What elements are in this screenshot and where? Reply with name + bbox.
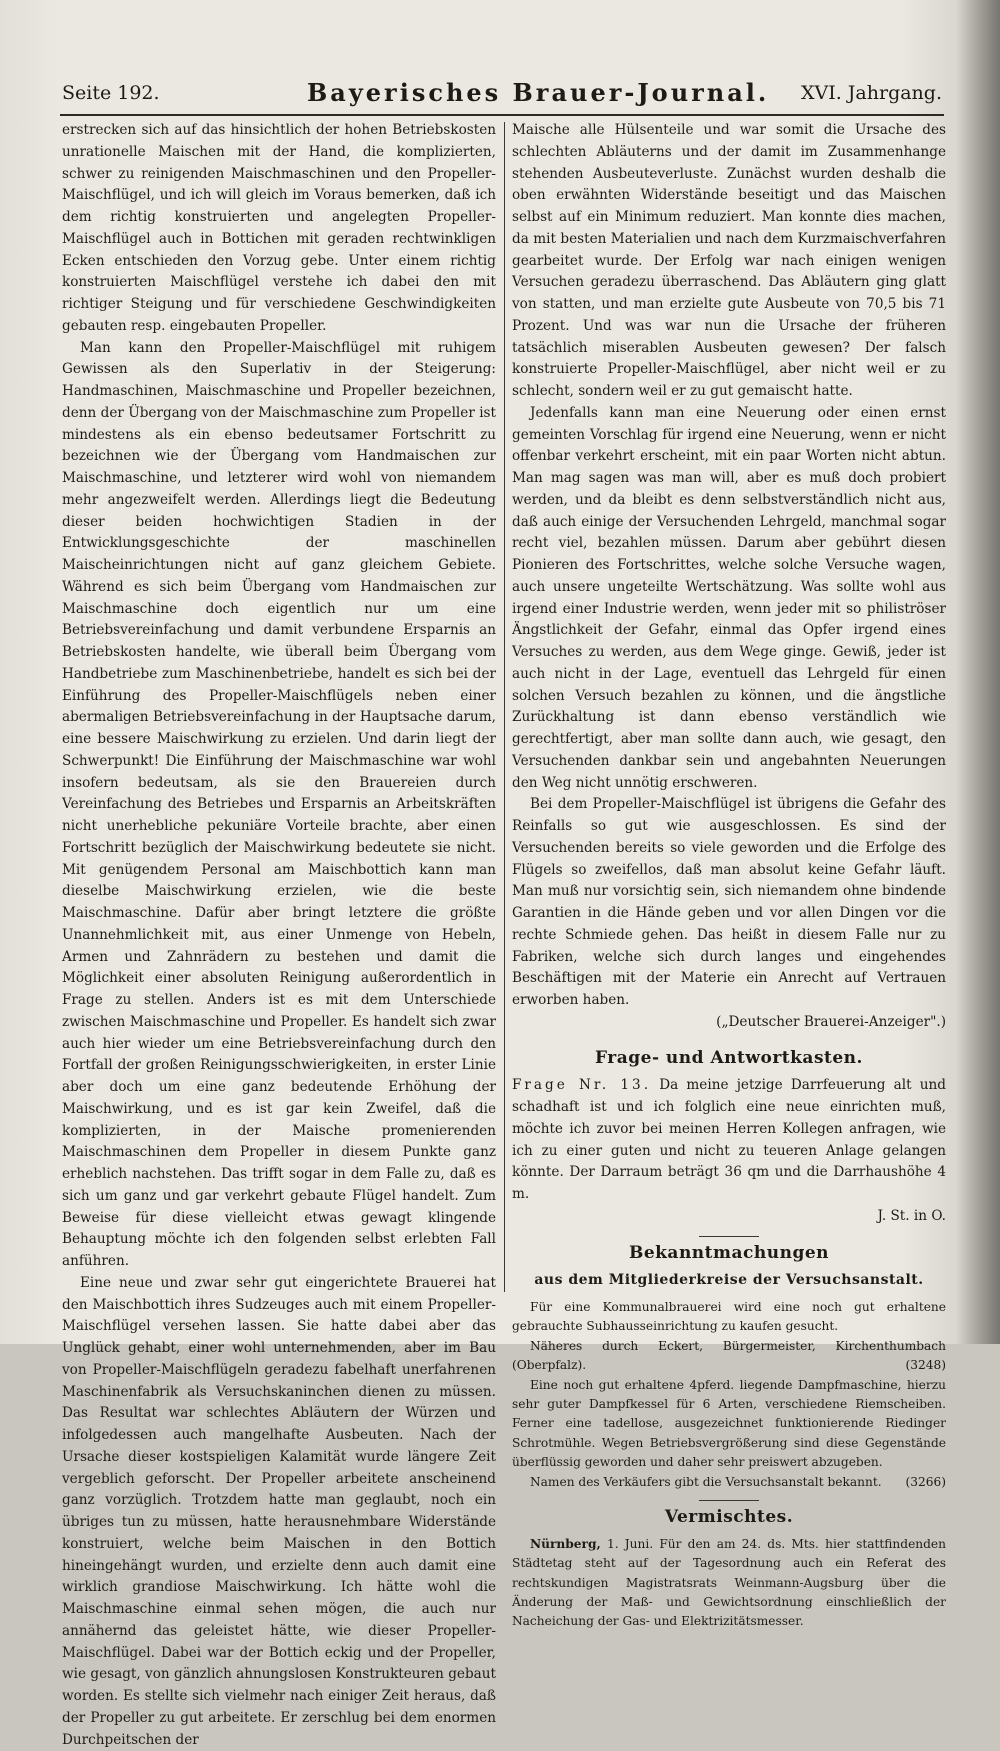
announcement-contact bbox=[512, 1473, 946, 1492]
section-rule bbox=[699, 1500, 759, 1501]
question-text: Da meine jetzige Darrfeuerung alt und schadhaft ist und ich folglich eine neue einrichten muß, möchte ich zuvor bei meinen Herren Kollegen anfragen, wie ich zu einer guten und nicht zu teueren Anlage gelangen könnte. Der Darraum beträgt 36 qm und die Darrhaushöhe 4 m. bbox=[512, 1077, 946, 1202]
page-number: Seite 192. bbox=[62, 82, 160, 104]
announcements-subtitle: aus dem Mitgliederkreise der Versuchsanstalt. bbox=[534, 1272, 924, 1289]
right-column bbox=[512, 120, 946, 1632]
announcement-contact bbox=[512, 1337, 946, 1376]
question-signature: J. St. in O. bbox=[877, 1207, 946, 1224]
article-paragraph: Man kann den Propeller-Maischflügel mit ruhigem Gewissen als den Superlativ in der Steigerung: Handmaschinen, Maischmaschine und Propeller bezeichnen, denn der Übergang von der Maischmaschine zum Propeller ist mindestens als ein ebenso bedeutsamer Fortschritt zu bezeichnen wie der Übergang vom Handmaischen zur Maischmaschine, und letzterer wird wohl von niemandem mehr angezweifelt werden. Allerdings liegt die Bedeutung dieser beiden hochwichtigen Stadien in der Entwicklungsgeschichte der maschinellen Maischeinrichtungen nicht auf ganz gleichem Gebiete. Während es sich beim Übergang vom Handmaischen zur Maischmaschine doch eigentlich nur um eine Betriebsvereinfachung und damit verbundene Ersparnis an Betriebskosten handelte, wie überall beim Übergang vom Handbetriebe zum Maschinenbetriebe, handelt es sich bei der Einführung des Propeller-Maischflügels neben einer abermaligen Betriebsvereinfachung in der Hauptsache darum, eine bessere Maischwirkung zu erzielen. Und darin liegt der Schwerpunkt! Die Einführung der Maischmaschine war wohl insofern bedeutsam, als sie den Brauereien durch Vereinfachung des Betriebes und Ersparnis an Arbeitskräften nicht unerhebliche pekuniäre Vorteile brachte, aber einen Fortschritt bezüglich der Maischwirkung bedeutete sie nicht. Mit genügendem Personal am Maischbottich kann man dieselbe Maischwirkung erzielen, wie die beste Maischmaschine. Dafür aber bringt letztere die größte Unannehmlichkeit mit, aus einer Unmenge von Hebeln, Armen und Zahnrädern zu bestehen und damit die Möglichkeit einer absoluten Reinigung außerordentlich in Frage zu stellen. Anders ist es mit dem Unterschiede zwischen Maischmaschine und Propeller. Es handelt sich zwar auch hier wieder um eine Betriebsvereinfachung durch den Fortfall der großen Reinigungsschwierigkeiten, in erster Linie aber doch um eine ganz bedeutende Erhöhung der Maischwirkung, und es ist gar kein Zweifel, daß die komplizierten, in der Maische promenierenden Maischmaschinen dem Propeller in diesem Punkte ganz erheblich nachstehen. Das trifft sogar in dem Falle zu, daß es sich um ganz und gar verkehrt gebaute Flügel handelt. Zum Beweise für diese vielleicht etwas gewagt klingende Behauptung möchte ich den folgenden selbst erlebten Fall anführen. bbox=[62, 339, 496, 1269]
announcement-item bbox=[512, 1376, 946, 1492]
journal-title: Bayerisches Brauer-Journal. bbox=[307, 78, 770, 107]
misc-place: Nürnberg, bbox=[530, 1536, 601, 1551]
misc-item bbox=[512, 1535, 946, 1632]
announcement-contact-text: Näheres durch Eckert, Bürgermeister, Kirchenthumbach (Oberpfalz). bbox=[512, 1338, 946, 1373]
announcement-number: (3248) bbox=[905, 1358, 946, 1373]
article-paragraph: Eine neue und zwar sehr gut eingerichtete Brauerei hat den Maischbottich ihres Sudzeuges auch mit einem Propeller-Maischflügel versehen lassen. Sie hatte dabei aber das Unglück gehabt, einer wohl unternehmenden, aber im Bau von Propeller-Maischflügeln geradezu fabelhaft unerfahrenen Maschinenfabrik als Versuchskaninchen dienen zu müssen. Das Resultat war schlechtes Abläutern der Würzen und infolgedessen auch mangelhafte Ausbeuten. Nach der Ursache dieser kostspieligen Kalamität wurde längere Zeit vergeblich geforscht. Der Propeller arbeitete anscheinend ganz vorzüglich. Trotzdem hatte man geglaubt, noch ein übriges tun zu müssen, hatte herausnehmbare Widerstände konstruiert, welche beim Maischen in den Bottich hineingehängt wurden, und erzielte denn auch damit eine wirklich grandiose Maischwirkung. Ich hätte wohl die Maischmaschine einmal sehen mögen, die auch nur annähernd das geleistet hätte, wie dieser Propeller-Maischflügel. Dabei war der Bottich eckig und der Propeller, wie gesagt, von gänzlich ahnungslosen Konstrukteuren gebaut worden. Es stellte sich vielmehr nach einiger Zeit heraus, daß der Propeller zu gut arbeitete. Er zerschlug bei dem enormen Durchpeitschen der bbox=[62, 1274, 496, 1748]
page-edge-shadow bbox=[956, 0, 1000, 1344]
announcement-contact-text: Namen des Verkäufers gibt die Versuchsanstalt bekannt. bbox=[530, 1474, 882, 1489]
left-column bbox=[62, 120, 496, 1751]
misc-section-title: Vermischtes. bbox=[664, 1507, 794, 1528]
article-paragraph: Bei dem Propeller-Maischflügel ist übrigens die Gefahr des Reinfalls so gut wie ausgeschlossen. Es sind der Versuchenden bereits so viele geworden und die Erfolge des Flügels so zweifellos, daß man absolut keine Gefahr läuft. Man muß nur vorsichtig sein, sich niemandem ohne bindende Garantien in die Hände geben und vor allen Dingen vor die rechte Schmiede gehen. Das heißt in diesem Falle nur zu Fabriken, welche sich durch langes und eingehendes Beschäftigen mit der Materie ein Anrecht auf Vertrauen erworben haben. bbox=[512, 796, 946, 1008]
announcement-number: (3266) bbox=[905, 1474, 946, 1489]
header-rule bbox=[60, 114, 944, 116]
qa-section-title: Frage- und Antwortkasten. bbox=[595, 1047, 863, 1068]
article-paragraph: Jedenfalls kann man eine Neuerung oder einen ernst gemeinten Vorschlag für irgend eine Neuerung, wenn er nicht offenbar verkehrt erscheint, mit ein paar Worten nicht abtun. Man mag sagen was man will, aber es muß doch probiert werden, und da bleibt es denn selbstverständlich nicht aus, daß auch einige der Versuchenden Lehrgeld, manchmal sogar recht viel, bezahlen müssen. Darum aber gebührt diesen Pionieren des Fortschrittes, welche solche Versuche wagen, auch unsere ungeteilte Wertschätzung. Was sollte wohl aus irgend einer Industrie werden, wenn jeder mit so philiströser Ängstlichkeit der Gefahr, einmal das Opfer irgend eines Versuches zu werden, aus dem Wege ginge. Gewiß, jeder ist auch nicht in der Lage, eventuell das Lehrgeld für einen solchen Versuch bezahlen zu können, und die ängstliche Zurückhaltung ist dann ebenso verständlich wie gerechtfertigt, aber man sollte dann auch, wie gesagt, den Versuchenden dankbar sein und angebahnten Neuerungen den Weg nicht unnötig erschweren. bbox=[512, 404, 946, 791]
article-source: („Deutscher Brauerei-Anzeiger".) bbox=[716, 1013, 946, 1030]
page-header bbox=[62, 78, 942, 112]
misc-text: 1. Juni. Für den am 24. ds. Mts. hier stattfindenden Städtetag steht auf der Tagesordnung auch ein Referat des rechtskundigen Magistratsrats Weinmann-Augsburg über die Änderung der Maß- und Gewichtsordnung einschließlich der Nacheichung der Gas- und Elektrizitätsmesser. bbox=[512, 1536, 946, 1629]
article-paragraph: Maische alle Hülsenteile und war somit die Ursache des schlechten Abläuterns und der damit im Zusammenhange stehenden Ausbeuteverluste. Zunächst wurden deshalb die oben erwähnten Widerstände beseitigt und das Maischen selbst auf ein Minimum reduziert. Man konnte dies machen, da mit besten Materialien und nach dem Kurzmaischverfahren gearbeitet wurde. Der Erfolg war nach einigen wenigen Versuchen geradezu überraschend. Das Abläutern ging glatt von statten, und man erzielte gute Ausbeute von 70,5 bis 71 Prozent. Und was war nun die Ursache der früheren tatsächlich miserablen Ausbeuten gewesen? Der falsch konstruierte Propeller-Maischflügel, aber nicht weil er zu schlecht, sondern weil er zu gut gemaischt hatte. bbox=[512, 122, 946, 399]
announcement-text: Eine noch gut erhaltene 4pferd. liegende Dampfmaschine, hierzu sehr guter Dampfkessel für 6 Arten, verschiedene Riemscheiben. Ferner eine tadellose, ausgezeichnet funktionierende Riedinger Schrotmühle. Wegen Betriebsvergrößerung sind diese Gegenstände überflüssig geworden und daher sehr preiswert abzugeben. bbox=[512, 1377, 946, 1470]
volume-label: XVI. Jahrgang. bbox=[800, 82, 942, 104]
section-rule bbox=[699, 1236, 759, 1237]
announcements-title: Bekanntmachungen bbox=[628, 1242, 830, 1263]
article-paragraph: erstrecken sich auf das hinsichtlich der hohen Betriebskosten unrationelle Maischen mit der Hand, die komplizierten, schwer zu reinigenden Maischmaschinen und den Propeller-Maischflügel, und ich will gleich im Voraus bemerken, daß ich dem richtig konstruierten und angelegten Propeller-Maischflügel auch in Bottichen mit geraden rechtwinkligen Ecken entschieden den Vorzug gebe. Unter einem richtig konstruierten Maischflügel verstehe ich dabei den mit richtiger Steigung und für verschiedene Geschwindigkeiten gebauten resp. eingebauten Propeller. bbox=[62, 122, 496, 334]
announcement-text: Für eine Kommunalbrauerei wird eine noch gut erhaltene gebrauchte Subhausseinrichtung zu kaufen gesucht. bbox=[512, 1300, 946, 1334]
column-divider bbox=[504, 122, 505, 1292]
qa-question bbox=[512, 1075, 946, 1206]
announcement-item bbox=[512, 1298, 946, 1376]
question-label: Frage Nr. 13. bbox=[512, 1077, 652, 1094]
